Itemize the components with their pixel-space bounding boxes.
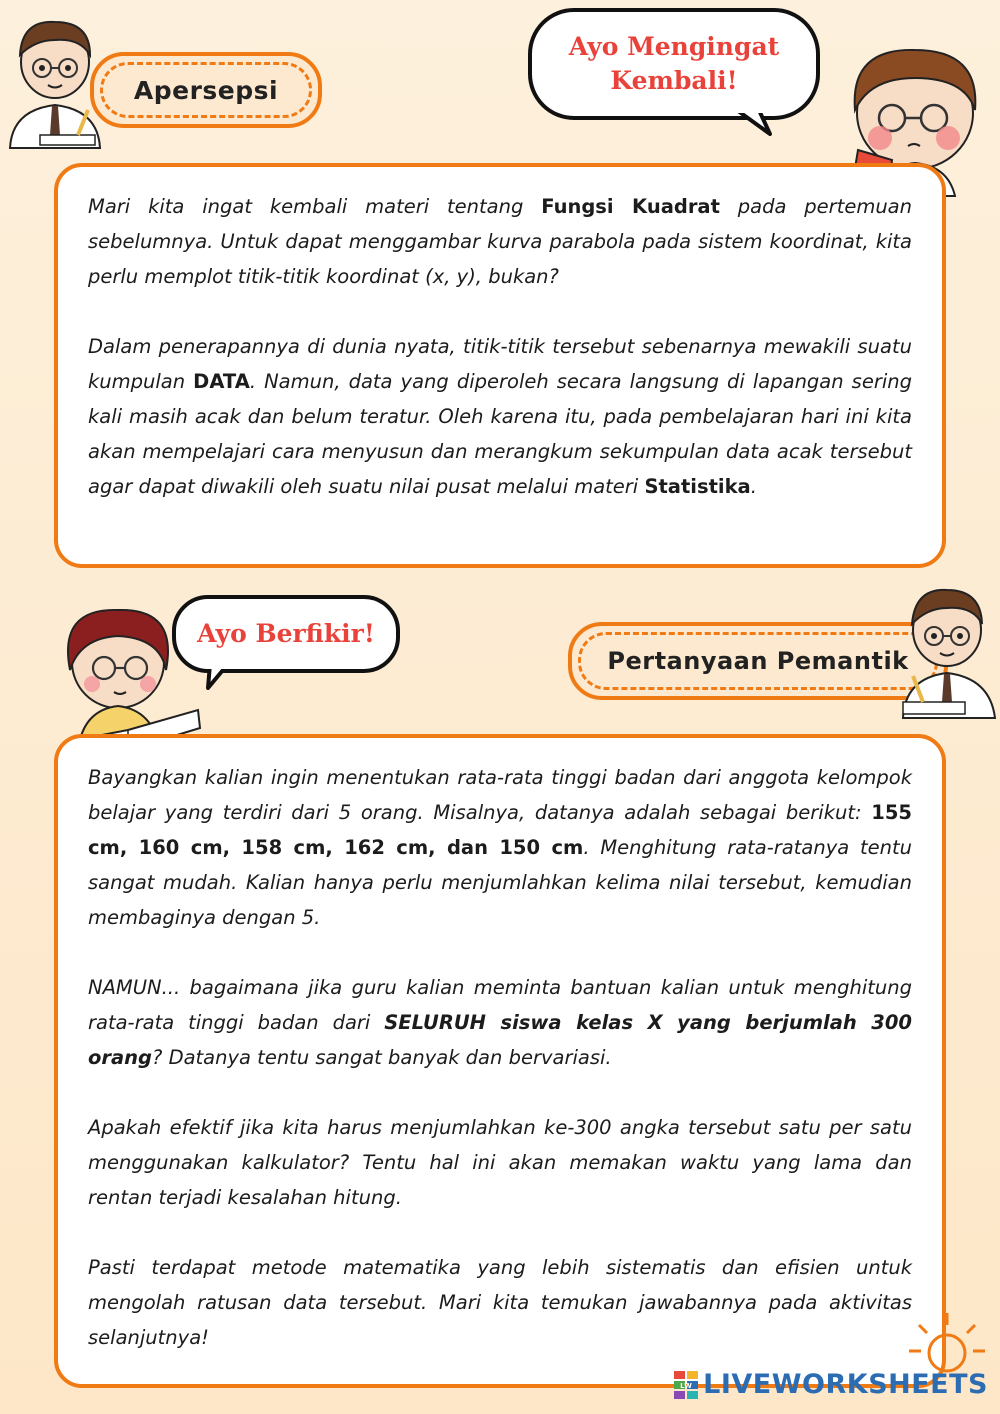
fungsi-kuadrat-highlight: Fungsi Kuadrat — [541, 195, 720, 218]
apersepsi-p1-text-a: Mari kita ingat kembali materi tentang — [88, 195, 542, 218]
liveworksheets-mark-icon — [673, 1370, 699, 1400]
pemantik-p2-text-c: ? Datanya tentu sangat banyak dan bervariasi. — [152, 1046, 612, 1069]
pertanyaan-pemantik-tag — [568, 622, 948, 700]
pemantik-p1-text-a: Bayangkan kalian ingin menentukan rata-rata tinggi badan dari anggota kelompok belajar yang terdiri dari 5 orang. Misalnya, datanya adalah sebagai berikut: — [88, 766, 912, 824]
apersepsi-paragraph-1 — [88, 189, 912, 294]
speech-bubble-tail-icon — [730, 108, 780, 136]
pertanyaan-pemantik-label: Pertanyaan Pemantik — [607, 647, 909, 675]
apersepsi-p2-text-e: . — [750, 475, 757, 498]
pemantik-paragraph-4: Pasti terdapat metode matematika yang lebih sistematis dan efisien untuk mengolah ratusan data tersebut. Mari kita temukan jawabannya pada aktivitas selanjutnya! — [88, 1256, 912, 1349]
apersepsi-tag — [90, 52, 322, 128]
apersepsi-p1-text-c: pada pertemuan sebelumnya. Untuk dapat menggambar kurva parabola pada sistem koordinat, kita perlu memplot titik-titik koordinat (x, y), bukan? — [88, 195, 912, 288]
seluruh-siswa-highlight: SELURUH siswa kelas X yang berjumlah 300 orang — [88, 1011, 913, 1069]
logo-mini-text: LW — [680, 1381, 692, 1390]
ayo-berfikir-bubble — [172, 595, 400, 673]
ayo-berfikir-label: Ayo Berfikir! — [197, 619, 375, 649]
statistika-highlight: Statistika — [644, 475, 751, 498]
boy-writing-illustration — [895, 580, 1000, 720]
pemantik-p1-text-c: . Menghitung rata-ratanya tentu sangat mudah. Kalian hanya perlu menjumlahkan kelima nilai tersebut, kemudian membaginya dengan 5. — [88, 836, 913, 929]
ayo-mengingat-line2: Kembali! — [610, 66, 738, 95]
pemantik-paragraph-3: Apakah efektif jika kita harus menjumlahkan ke-300 angka tersebut satu per satu menggunakan kalkulator? Tentu hal ini akan memakan waktu yang lama dan rentan terjadi kesalahan hitung. — [88, 1116, 912, 1209]
apersepsi-p2-text-c: . Namun, data yang diperoleh secara langsung di lapangan sering kali masih acak dan belum teratur. Oleh karena itu, pada pembelajaran hari ini kita akan mempelajari cara menyusun dan merangkum sekumpulan data acak tersebut agar dapat diwakili oleh suatu nilai pusat melalui materi — [88, 370, 912, 498]
apersepsi-p2-text-a: Dalam penerapannya di dunia nyata, titik-titik tersebut sebenarnya mewakili suatu kumpulan — [88, 335, 912, 393]
ayo-mengingat-line1: Ayo Mengingat — [568, 32, 780, 62]
apersepsi-tag-label: Apersepsi — [133, 75, 279, 105]
pemantik-paragraph-1 — [88, 760, 912, 935]
pemantik-card — [54, 734, 946, 1388]
apersepsi-paragraph-2 — [88, 329, 912, 504]
liveworksheets-logo — [673, 1369, 988, 1400]
data-highlight: DATA — [193, 370, 250, 393]
pemantik-paragraph-2 — [88, 970, 912, 1075]
speech-bubble-tail-icon — [200, 664, 240, 690]
pemantik-p2-text-a: NAMUN... bagaimana jika guru kalian meminta bantuan kalian untuk menghitung rata-rata tinggi badan dari — [88, 976, 912, 1034]
ayo-mengingat-bubble — [528, 8, 820, 120]
liveworksheets-text: LIVEWORKSHEETS — [703, 1369, 988, 1400]
height-data-highlight: 155 cm, 160 cm, 158 cm, 162 cm, dan 150 cm — [88, 801, 912, 859]
apersepsi-card — [54, 163, 946, 568]
